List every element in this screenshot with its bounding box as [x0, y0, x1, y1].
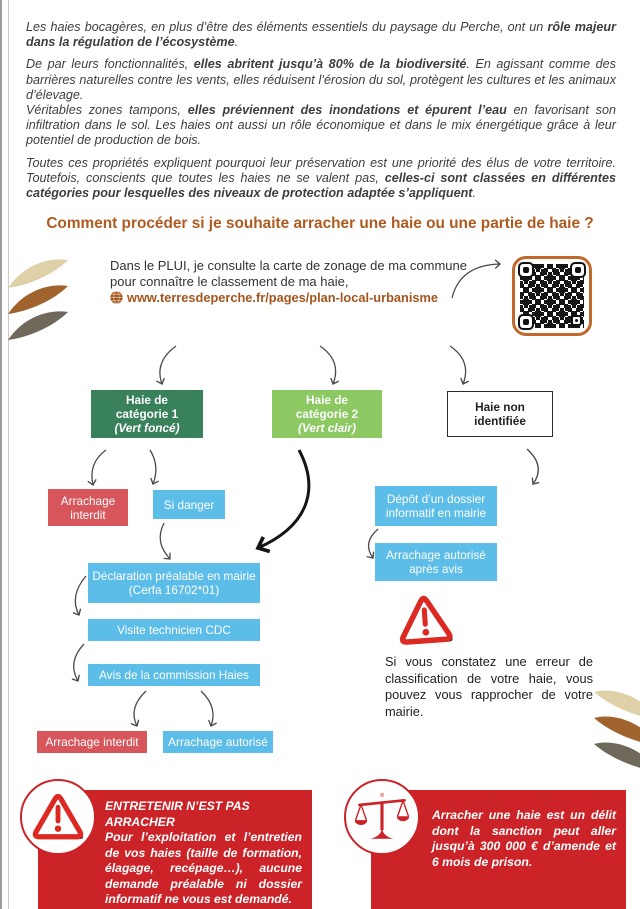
node-haie-categorie-1: Haie de catégorie 1 (Vert foncé): [91, 390, 203, 438]
node-arrachage-interdit-1: Arrachage interdit: [48, 489, 128, 526]
node-si-danger: Si danger: [153, 490, 225, 519]
alert-sanction-body: Arracher une haie est un délit dont la sanction peut aller jusqu’à 300 000 € d’amende et 6 mois de prison.: [432, 808, 616, 869]
alert-entretien-title: ENTRETENIR N’EST PAS ARRACHER: [105, 799, 250, 829]
intro-paragraph-3: Toutes ces propriétés expliquent pourquoi leur préservation est une priorité des élus de votre territoire. Toutefois, conscients que toutes les haies ne se valent pas, celles-ci sont classées en différentes catégories pour lesquelles des niveaux de protection adaptée s’appliquent.: [26, 155, 616, 201]
qr-code-pattern: [520, 264, 584, 328]
intro-text: [26, 20, 616, 208]
node-avis-commission: Avis de la commission Haies: [88, 664, 260, 686]
classification-error-note: Si vous constatez une erreur de classification de votre haie, vous pouvez vous rapprocher de votre mairie.: [385, 654, 593, 719]
node-depot-dossier: Dépôt d’un dossier informatif en mairie: [375, 486, 497, 526]
node-haie-categorie-2: Haie de catégorie 2 (Vert clair): [272, 390, 382, 438]
plui-instructions: [110, 258, 470, 306]
intro-paragraph-2: De par leurs fonctionnalités, elles abritent jusqu’à 80% de la biodiversité. En agissant comme des barrières naturelles contre les vents, elles réduisent l’érosion du sol, protègent les cultures et les animaux d’élevage. Véritables zones tampons, elles préviennent des inondations et épurent l’eau en favorisant son infiltration dans le sol. Les haies ont aussi un rôle économique et dans le mix énergétique grâce à leur potentiel de production de bois.: [26, 57, 616, 148]
page-edge-shadow: [0, 0, 2, 909]
scales-of-justice-icon: [354, 791, 410, 843]
page-title: Comment procéder si je souhaite arracher une haie ou une partie de haie ?: [46, 215, 594, 232]
warning-triangle-icon: [396, 588, 454, 652]
qr-code: [512, 256, 592, 336]
node-haie-non-identifiee: Haie non identifiée: [447, 391, 553, 437]
globe-icon: [110, 291, 123, 304]
leaf-decoration-left: [6, 256, 72, 342]
bold-arrow-cat2-to-declaration: [258, 450, 309, 548]
intro-paragraph-1: Les haies bocagères, en plus d’être des éléments essentiels du paysage du Perche, ont un rôle majeur dans la régulation de l’écosystème.: [26, 20, 616, 50]
warning-circle-badge: [20, 779, 96, 855]
leaf-decoration-right: [594, 688, 640, 774]
page-edge-line: [8, 0, 9, 909]
qr-finder-bottom-right: [571, 315, 582, 326]
node-declaration-prealable: Déclaration préalable en mairie (Cerfa 16702*01): [88, 563, 260, 603]
qr-finder-bottom-left: [518, 314, 534, 330]
qr-finder-top-left: [518, 262, 534, 278]
plui-url-link[interactable]: www.terresdeperche.fr/pages/plan-local-urbanisme: [127, 290, 439, 305]
node-arrachage-interdit-2: Arrachage interdit: [37, 731, 147, 753]
justice-circle-badge: [344, 779, 420, 855]
warning-triangle-icon: [32, 792, 84, 842]
node-arrachage-autorise: Arrachage autorisé: [163, 731, 273, 753]
alert-entretien-body: Pour l’exploitation et l’entretien de vos haies (taille de formation, élagage, recépage…), aucune demande préalable ni dossier informatif ne vous est demandé.: [105, 830, 302, 906]
node-arrachage-autorise-apres-avis: Arrachage autorisé après avis: [375, 543, 497, 581]
plui-line-1: Dans le PLUI, je consulte la carte de zonage de ma commune: [110, 258, 467, 273]
qr-finder-top-right: [570, 262, 586, 278]
node-visite-technicien: Visite technicien CDC: [88, 619, 260, 641]
plui-line-2: pour connaître le classement de ma haie,: [110, 273, 349, 289]
